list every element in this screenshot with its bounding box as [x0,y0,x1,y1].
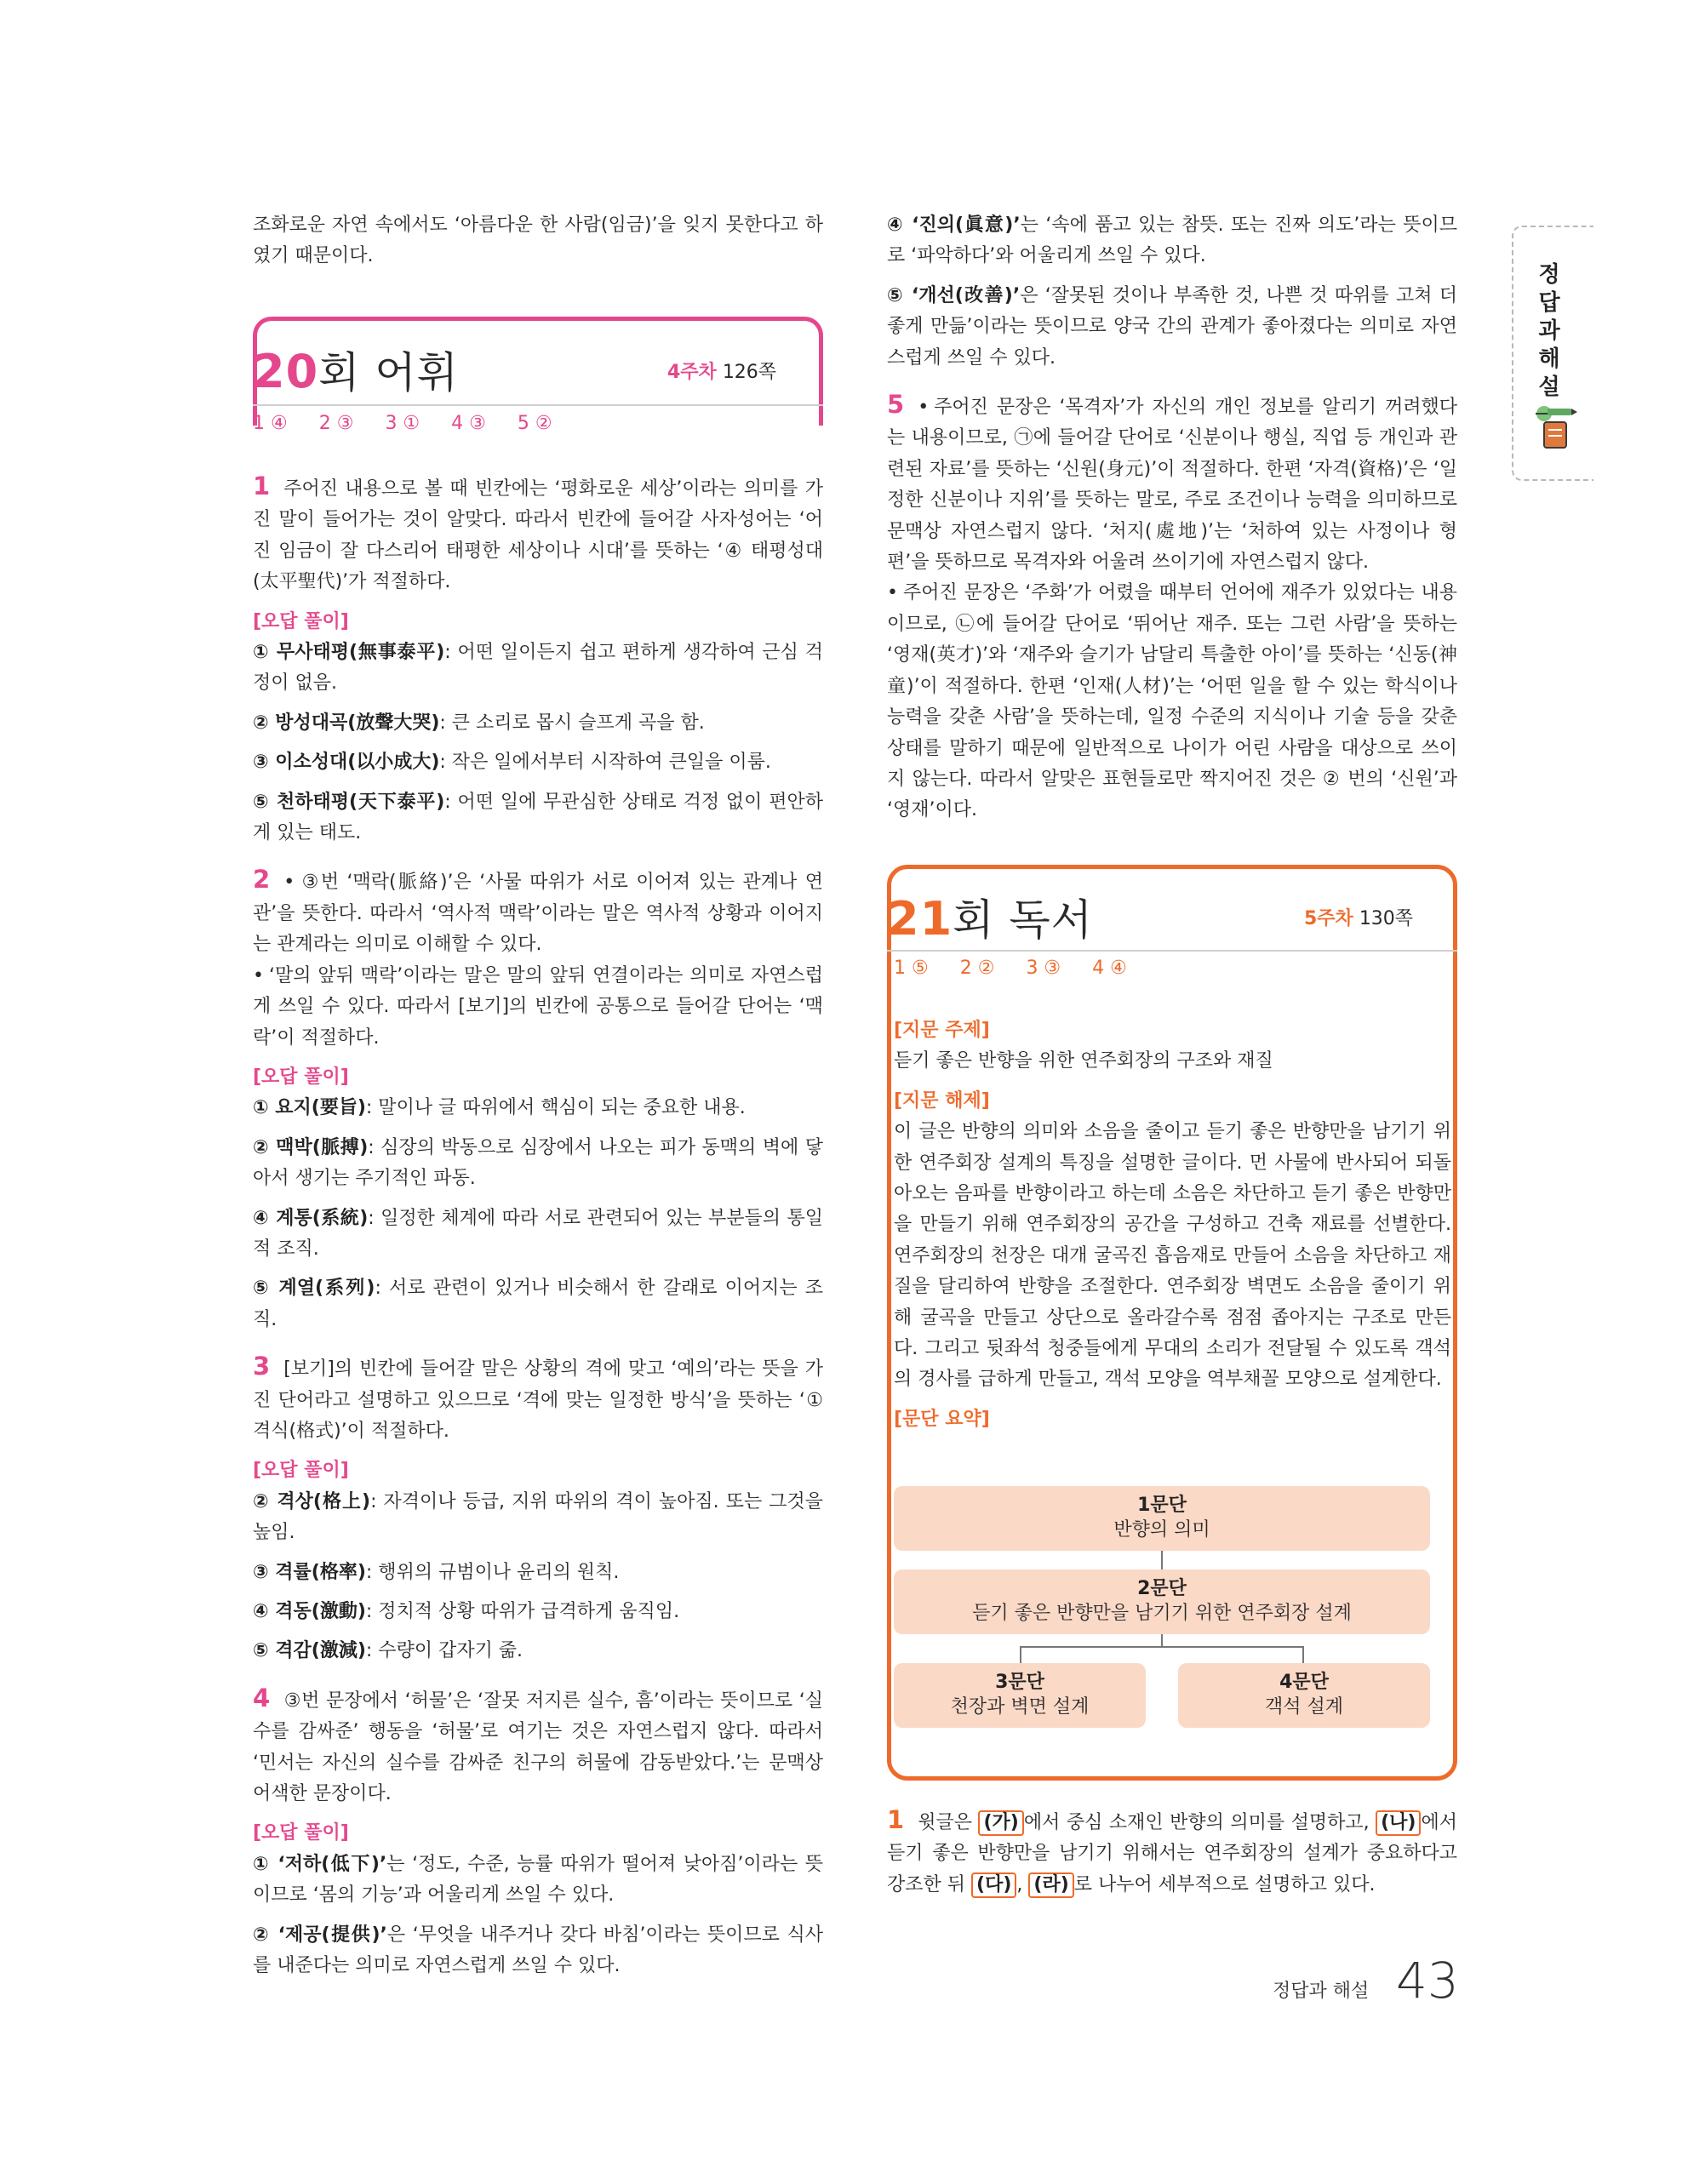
q1-wrong-3: ③ 이소성대(以小成大): 작은 일에서부터 시작하여 큰일을 이룸. [253,752,771,774]
page-number: 43 [1396,1952,1459,2010]
q3-wrong-label: [오답 풀이] [253,1460,349,1482]
q4-wrong-2: ② ‘제공(提供)’은 ‘무엇을 내주거나 갖다 바침’이라는 뜻이므로 식사를 내준다는 의미로 자연스럽게 쓰일 수 있다. [253,1924,823,1977]
summary-label: [문단 요약] [894,1408,990,1430]
summary-connector [1161,1551,1163,1569]
q2-bullet-1: 2 • ③번 ‘맥락(脈絡)’은 ‘사물 따위가 서로 이어져 있는 관계나 연관’을 뜻한다. 따라서 ‘역사적 맥락’이라는 말은 역사적 상황과 이어지는 관계라는 의미로 이해할 수 있다. [253,865,823,956]
q4-explanation: 4 ③번 문장에서 ‘허물’은 ‘잘못 저지른 실수, 흠’이라는 뜻이므로 ‘실수를 감싸준’ 행동을 ‘허물’로 여기는 것은 자연스럽지 않다. 따라서 ‘민서는 자신의 실수를 감싸준 친구의 허물에 감동받았다.’는 문맥상 어색한 문장이다. [253,1683,823,1805]
theme-text: 듣기 좋은 반향을 위한 연주회장의 구조와 재질 [894,1050,1273,1072]
summary-connector [1020,1646,1021,1663]
section-20-body [253,471,823,1990]
section-20-answers: 1 ④ 2 ③ 3 ① 4 ③ 5 ② [253,413,552,434]
explain-label: [지문 해제] [894,1089,990,1112]
section-20-title: 20회 어휘 [253,345,459,398]
q4-wrong-label: [오답 풀이] [253,1822,349,1844]
summary-connector [1161,1634,1163,1646]
summary-paragraph-1: 1문단 반향의 의미 [894,1486,1430,1551]
paragraph-da-label: (다) [971,1872,1016,1898]
q1-wrong-label: [오답 풀이] [253,610,349,632]
left-column [253,210,823,281]
q2-bullet-2: • ‘말의 앞뒤 맥락’이라는 말은 말의 앞뒤 연결이라는 의미로 자연스럽게 쓰일 수 있다. 따라서 [보기]의 빈칸에 공통으로 들어갈 단어는 ‘맥락’이 적절하다. [253,964,823,1049]
q2-wrong-4: ④ 계통(系統): 일정한 체계에 따라 서로 관련되어 있는 부분들의 통일적 조직. [253,1207,823,1260]
q2-wrong-label: [오답 풀이] [253,1066,349,1088]
q2-wrong-2: ② 맥박(脈搏): 심장의 박동으로 심장에서 나오는 피가 동맥의 벽에 닿아서 생기는 주기적인 파동. [253,1136,823,1190]
summary-paragraph-2: 2문단 듣기 좋은 반향만을 남기기 위한 연주회장 설계 [894,1569,1430,1634]
q1-wrong-1: ① 무사태평(無事泰平): 어떤 일이든지 쉽고 편하게 생각하여 근심 걱정이 없음. [253,642,823,695]
r5-item: ⑤ ‘개선(改善)’은 ‘잘못된 것이나 부족한 것, 나쁜 것 따위를 고쳐 더 좋게 만듦’이라는 뜻이므로 양국 간의 관계가 좋아졌다는 의미로 자연스럽게 쓰일 수 있다. [887,284,1458,369]
side-tab-label: 정 답 과 해 설 [1538,262,1560,400]
q5-bullet-1: 5 • 주어진 문장은 ‘목격자’가 자신의 개인 정보를 알리기 꺼려했다는 내용이므로, ㉠에 들어갈 단어로 ‘신분이나 행실, 직업 등 개인과 관련된 자료’를 뜻하는 ‘신원(身元)’이 적절하다. 한편 ‘자격(資格)’은 ‘일정한 신분이나 지위’를 뜻하는 말로, 주로 조건이나 능력을 의미하므로 문맥상 자연스럽지 않다. ‘처지(處地)’는 ‘처하여 있는 사정이나 형편’을 뜻하므로 목격자와 어울려 쓰이기에 자연스럽지 않다. [887,390,1457,574]
section-21-q1: 1 윗글은 (가) 에서 중심 소재인 반향의 의미를 설명하고, (나) 에서 듣기 좋은 반향만을 남기기 위해서는 연주회장의 설계가 중요하다고 강조한 뒤 (다) , (라) 로 나누어 세부적으로 설명하고 있다. [887,1804,1457,1901]
summary-paragraph-3: 3문단 천장과 벽면 설계 [894,1663,1146,1728]
footer-label: 정답과 해설 [1273,1981,1370,2002]
r4-item: ④ ‘진의(眞意)’는 ‘속에 품고 있는 참뜻. 또는 진짜 의도’라는 뜻이므로 ‘파악하다’와 어울리게 쓰일 수 있다. [887,214,1457,267]
q2-wrong-5: ⑤ 계열(系列): 서로 관련이 있거나 비슷해서 한 갈래로 이어지는 조직. [253,1278,823,1330]
right-column [887,210,1457,835]
paragraph-ga-label: (가) [978,1810,1023,1836]
q1-wrong-5: ⑤ 천하태평(天下泰平): 어떤 일에 무관심한 상태로 걱정 없이 편안하게 있는 태도. [253,791,823,844]
q3-wrong-2: ② 격상(格上): 자격이나 등급, 지위 따위의 격이 높아짐. 또는 그것을 높임. [253,1490,823,1544]
section-20-week: 4주차 126쪽 [667,362,777,383]
q3-wrong-5: ⑤ 격감(激減): 수량이 갑자기 줆. [253,1640,523,1662]
section-21-week: 5주차 130쪽 [1304,908,1414,929]
theme-label: [지문 주제] [894,1020,990,1041]
q4-wrong-1: ① ‘저하(低下)’는 ‘정도, 수준, 능률 따위가 떨어져 낮아짐’이라는 뜻이므로 ‘몸의 기능’과 어울리게 쓰일 수 있다. [253,1853,824,1907]
section-21-divider [887,950,1457,952]
section-21-body [894,1012,1451,1435]
paragraph-na-label: (나) [1376,1810,1421,1836]
side-tab [1512,226,1593,481]
paragraph-ra-label: (라) [1028,1872,1073,1898]
q3-wrong-4: ④ 격동(激動): 정치적 상황 따위가 급격하게 움직임. [253,1601,680,1622]
section-21-title: 21회 독서 [887,892,1093,946]
q3-explanation: 3 [보기]의 빈칸에 들어갈 말은 상황의 격에 맞고 ‘예의’라는 뜻을 가진 단어라고 설명하고 있으므로 ‘격에 맞는 일정한 방식’을 뜻하는 ‘① 격식(格式)’이 적절하다. [253,1352,823,1442]
book-pencil-icon [1530,402,1578,449]
q2-wrong-1: ① 요지(要旨): 말이나 글 따위에서 핵심이 되는 중요한 내용. [253,1097,746,1119]
q1-wrong-2: ② 방성대곡(放聲大哭): 큰 소리로 몹시 슬프게 곡을 함. [253,712,705,734]
q1-explanation: 1 주어진 내용으로 볼 때 빈칸에는 ‘평화로운 세상’이라는 의미를 가진 말이 들어가는 것이 알맞다. 따라서 빈칸에 들어갈 사자성어는 ‘어진 임금이 잘 다스리어 태평한 세상이나 시대’를 뜻하는 ‘④ 태평성대(太平聖代)’가 적절하다. [253,472,823,593]
explain-text: 이 글은 반향의 의미와 소음을 줄이고 듣기 좋은 반향만을 남기기 위한 연주회장 설계의 특징을 설명한 글이다. 먼 사물에 반사되어 되돌아오는 음파를 반향이라고 하는데 소음은 차단하고 듣기 좋은 반향만을 만들기 위해 연주회장의 공간을 구성하고 건축 재료를 선별한다. 연주회장의 천장은 대개 굴곡진 흡음재로 만들어 소음을 차단하고 재질을 달리하여 반향을 조절한다. 연주회장 벽면도 소음을 줄이기 위해 굴곡을 만들고 상단으로 올라갈수록 점점 좁아지는 구조로 만든다. 그리고 뒷좌석 청중들에게 무대의 소리가 전달될 수 있도록 객석의 경사를 급하게 만들고, 객석 모양을 역부채꼴 모양으로 설계한다. [894,1121,1451,1391]
intro-text: 조화로운 자연 속에서도 ‘아름다운 한 사람(임금)’을 잊지 못한다고 하였기 때문이다. [253,214,823,267]
section-21-answers: 1 ⑤ 2 ② 3 ③ 4 ④ [894,958,1127,979]
summary-connector [1020,1646,1304,1648]
summary-connector [1302,1646,1304,1663]
q5-bullet-2: • 주어진 문장은 ‘주화’가 어렸을 때부터 언어에 재주가 있었다는 내용이므로, ㉡에 들어갈 단어로 ‘뛰어난 재주. 또는 그런 사람’을 뜻하는 ‘영재(英才)’와 ‘재주와 슬기가 남달리 특출한 아이’를 뜻하는 ‘신동(神童)’이 적절하다. 한편 ‘인재(人材)’는 ‘어떤 일을 할 수 있는 학식이나 능력을 갖춘 사람’을 뜻하는데, 일정 수준의 지식이나 기술 등을 갖춘 상태를 말하기 때문에 일반적으로 나이가 어린 사람을 대상으로 쓰이지 않는다. 따라서 알맞은 표현들로만 짝지어진 것은 ② 번의 ‘신원’과 ‘영재’이다. [887,582,1457,821]
q3-wrong-3: ③ 격률(格率): 행위의 규범이나 윤리의 원칙. [253,1561,620,1583]
section-20-divider [253,404,823,406]
summary-paragraph-4: 4문단 객석 설계 [1178,1663,1430,1728]
